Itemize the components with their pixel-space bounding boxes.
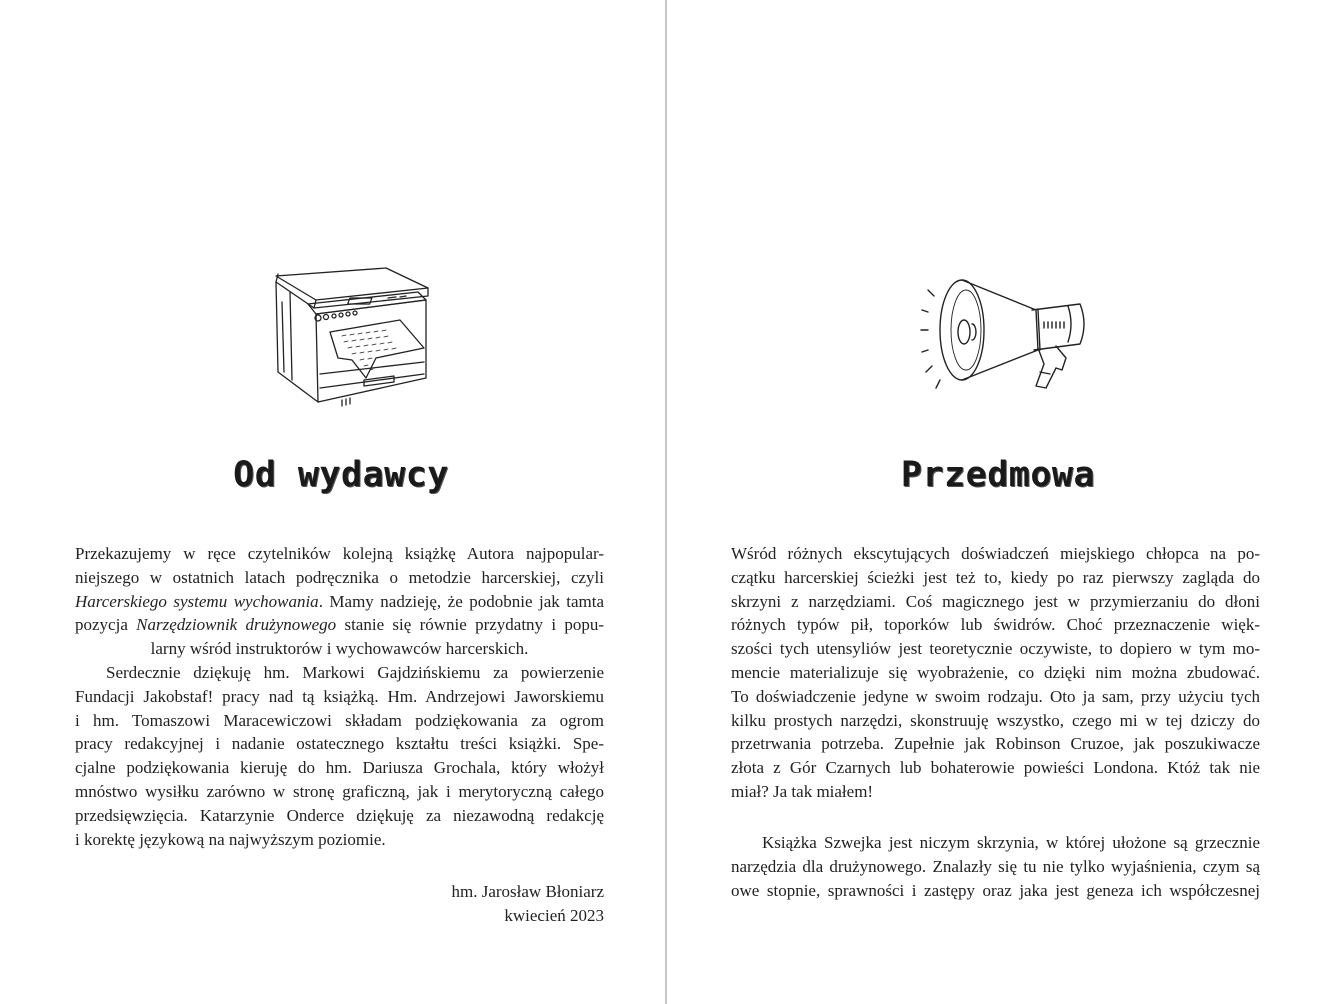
- text-line: Serdecznie dziękuję hm. Markowi Gajdzińskiemu za powierzenie: [106, 662, 604, 682]
- text-line: larny wśród instruktorów i wychowawców harcerskich.: [150, 639, 529, 659]
- text-line: Wśród różnych ekscytujących doświadczeń miejskiego chłopca na po-: [731, 544, 1260, 563]
- text-line: skrzyni z narzędziami. Coś magicznego jest w przymierzaniu do dłoni: [731, 591, 1260, 611]
- megaphone-illustration: [920, 272, 1098, 392]
- publisher-note-text: [75, 542, 604, 851]
- signature-date: kwiecień 2023: [504, 906, 604, 925]
- right-page: [667, 0, 1332, 1004]
- text-fragment: stanie się równie przydatny i popu-: [336, 615, 604, 635]
- text-line: narzędzia dla drużynowego. Znalazły się tu nie tylko wyjaśnienia, czym są: [731, 856, 1260, 876]
- text-line: To doświadczenie jedyne w swoim rodzaju. Oto ja sam, przy użyciu tych: [731, 686, 1260, 706]
- text-fragment: . Mamy nadzieję, że podobnie jak tamta: [318, 591, 604, 611]
- text-line: Przekazujemy w ręce czytelników kolejną książkę Autora najpopular-: [75, 544, 604, 563]
- text-line: różnych typów pił, toporków lub świdrów. Choć przeznaczenie więk-: [731, 615, 1260, 635]
- text-line: miał? Ja tak miałem!: [731, 781, 874, 801]
- text-line: przedsięwzięcia. Katarzynie Onderce dziękuję za niezawodną redakcję: [75, 805, 604, 825]
- text-line: szości tych utensyliów jest teoretycznie oczywiste, to dopiero w tym mo-: [731, 639, 1260, 659]
- book-title-narzedziownik: Narzędziownik drużynowego: [136, 615, 337, 635]
- text-fragment: pozycja: [75, 615, 137, 635]
- text-line: [75, 590, 604, 614]
- signature-name: hm. Jarosław Błoniarz: [451, 882, 604, 901]
- preface-paragraph-2: [731, 831, 1260, 902]
- section-heading-od-wydawcy: Od wydawcy: [233, 455, 449, 495]
- text-line: pracy redakcyjnej i nadanie ostatecznego kształtu treści książki. Spe-: [75, 734, 604, 754]
- preface-paragraph-1: [731, 542, 1260, 804]
- signature-block: [300, 880, 604, 928]
- book-title-harcerski-system: Harcerskiego systemu wychowania: [75, 591, 319, 611]
- text-line: mencie materializuje się wyobrażenie, co dzięki nim można zbudować.: [731, 662, 1260, 682]
- text-line: Fundacji Jakobstaf! pracy nad tą książką. Hm. Andrzejowi Jaworskiemu: [75, 686, 604, 706]
- text-line: złota z Gór Czarnych lub bohaterowie powieści Londona. Któż tak nie: [731, 758, 1260, 778]
- section-heading-przedmowa: Przedmowa: [900, 455, 1096, 495]
- text-line: niejszego w ostatnich latach podręcznika o metodzie harcerskiej, czyli: [75, 567, 604, 587]
- text-line: cjalne podziękowania kieruję do hm. Dariusza Grochala, który włożył: [75, 758, 604, 778]
- text-line: i hm. Tomaszowi Maracewiczowi składam podziękowania za ogrom: [75, 710, 604, 730]
- text-line: Książka Szwejka jest niczym skrzynia, w której ułożone są grzecznie: [762, 833, 1260, 852]
- copier-illustration: [268, 262, 434, 412]
- text-line: przetrwania potrzeba. Zupełnie jak Robinson Cruzoe, jak poszukiwacze: [731, 734, 1260, 754]
- text-line: i korektę językową na najwyższym poziomie.: [75, 829, 386, 849]
- text-line: [75, 613, 604, 637]
- text-line: czątku harcerskiej ścieżki jest też to, kiedy po raz pierwszy zagląda do: [731, 567, 1260, 587]
- text-line: owe stopnie, sprawności i zastępy oraz jaka jest geneza ich współczesnej: [731, 880, 1260, 900]
- left-page: [0, 0, 665, 1004]
- text-line: mnóstwo wysiłku zarówno w stronę graficzną, jak i merytoryczną całego: [75, 781, 604, 801]
- text-line: kilku prostych narzędzi, skonstruuję wszystko, czego mi w tej dziczy do: [731, 710, 1260, 730]
